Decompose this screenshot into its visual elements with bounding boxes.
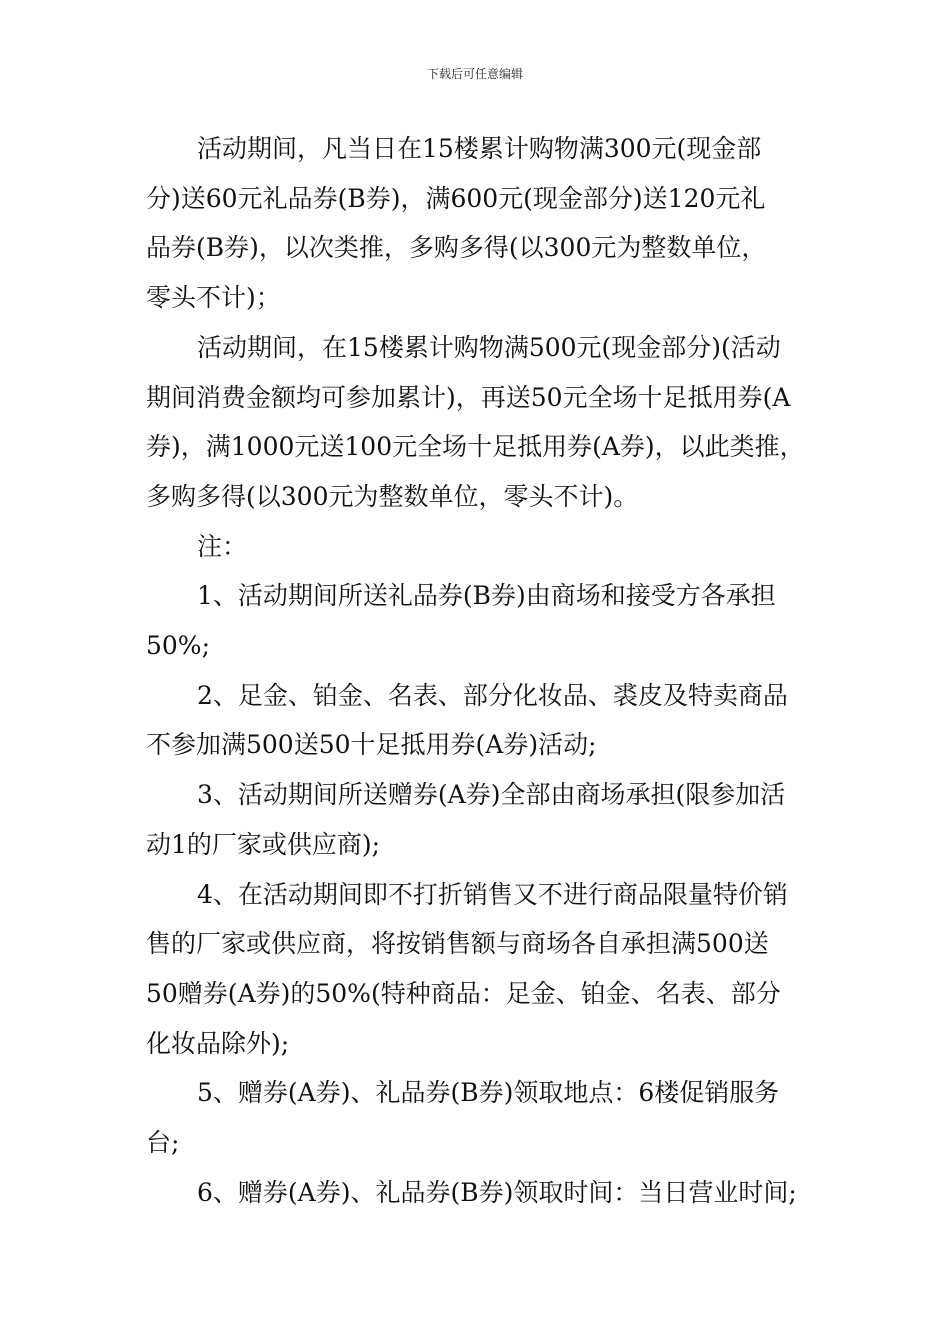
text-line: 动1的厂家或供应商); [146,829,381,859]
document-body [146,124,826,1217]
text-line: 零头不计)； [146,283,281,313]
text-line: 6、赠券(A券)、礼品券(B券)领取时间：当日营业时间; [197,1177,797,1207]
text-line: 活动期间，凡当日在15楼累计购物满300元(现金部 [197,134,762,163]
text-line: 券)，满1000元送100元全场十足抵用券(A券)，以此类推， [146,432,805,462]
text-line: 活动期间，在15楼累计购物满500元(现金部分)(活动 [197,332,781,362]
text-line: 品券(B券)，以次类推，多购多得(以300元为整数单位， [146,233,767,263]
text-line: 化妆品除外); [146,1028,290,1058]
note-item-6 [146,1168,826,1218]
note-item-3 [146,770,826,869]
page-header: 下载后可任意编辑 [426,67,523,81]
text-line: 1、活动期间所送礼品券(B券)由商场和接受方各承担 [197,581,776,611]
paragraph-promo-coupon [146,323,826,522]
note-item-5 [146,1068,826,1167]
text-line: 售的厂家或供应商，将按销售额与商场各自承担满500送 [146,929,769,959]
text-line: 4、在活动期间即不打折销售又不进行商品限量特价销 [197,879,788,909]
text-line: 多购多得(以300元为整数单位，零头不计)。 [146,481,639,511]
text-line: 5、赠券(A券)、礼品券(B券)领取地点：6楼促销服务 [197,1078,780,1108]
text-line: 不参加满500送50十足抵用券(A券)活动; [146,730,597,760]
text-line: 2、足金、铂金、名表、部分化妆品、裘皮及特卖商品 [197,680,788,710]
text-line: 50%; [146,631,210,661]
note-item-1 [146,571,826,670]
text-line: 期间消费金额均可参加累计)，再送50元全场十足抵用券(A [146,382,791,412]
text-line: 50赠券(A券)的50%(特种商品：足金、铂金、名表、部分 [146,978,781,1008]
text-line: 分)送60元礼品券(B券)，满600元(现金部分)送120元礼 [146,183,766,213]
text-line: 3、活动期间所送赠券(A券)全部由商场承担(限参加活 [197,780,786,810]
text-line: 注： [197,531,248,561]
note-item-2 [146,671,826,770]
notes-heading [146,522,826,572]
note-item-4 [146,870,826,1069]
paragraph-promo-gift-voucher [146,124,826,323]
text-line: 台; [146,1128,180,1158]
